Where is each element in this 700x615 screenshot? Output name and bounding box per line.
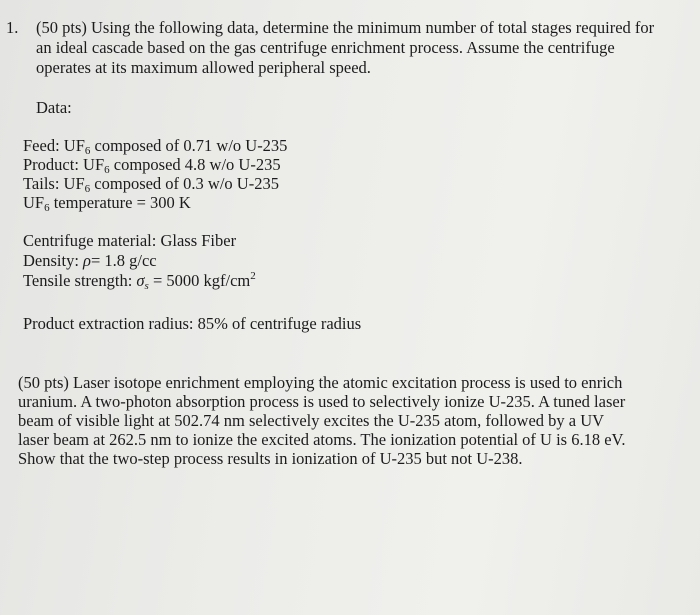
density-prefix: Density:: [23, 251, 84, 270]
question2-line-1: (50 pts) Laser isotope enrichment employing the atomic excitation process is used to enrich: [18, 373, 623, 392]
tensile-superscript: 2: [250, 270, 256, 282]
tails-subscript: 6: [84, 183, 91, 195]
temperature-suffix: temperature = 300 K: [49, 193, 191, 212]
feed-prefix: Feed: UF: [23, 136, 85, 155]
temperature-prefix: UF: [23, 193, 45, 212]
feed-suffix: composed of 0.71 w/o U-235: [90, 136, 288, 155]
product-subscript: 6: [104, 164, 110, 176]
density-symbol: ρ: [83, 251, 91, 270]
tensile-prefix: Tensile strength:: [23, 271, 137, 290]
density-line: [23, 251, 157, 271]
density-suffix: = 1.8 g/cc: [90, 251, 157, 270]
temperature-line: [23, 193, 191, 215]
question-intro-line-3: operates at its maximum allowed peripheral speed.: [36, 58, 371, 77]
product-suffix: composed 4.8 w/o U-235: [109, 155, 281, 174]
product-prefix: Product: UF: [23, 155, 105, 174]
question2-line-2: uranium. A two-photon absorption process is used to selectively ionize U-235. A tuned laser: [18, 392, 626, 411]
question2-line-5: Show that the two-step process results in ionization of U-235 but not U-238.: [18, 449, 523, 468]
question2-line-3: beam of visible light at 502.74 nm selectively excites the U-235 atom, followed by a UV: [18, 411, 605, 430]
tails-suffix: composed of 0.3 w/o U-235: [90, 174, 279, 193]
question-intro-line-2: an ideal cascade based on the gas centrifuge enrichment process. Assume the centrifuge: [36, 38, 615, 57]
data-label: Data:: [36, 98, 72, 117]
tensile-symbol: σ: [136, 271, 145, 290]
question2-line-4: laser beam at 262.5 nm to ionize the excited atoms. The ionization potential of U is 6.18 eV.: [18, 430, 626, 449]
question-intro-line-1: (50 pts) Using the following data, determine the minimum number of total stages required for: [36, 18, 655, 37]
temperature-subscript: 6: [44, 202, 50, 214]
material-line: Centrifuge material: Glass Fiber: [23, 231, 237, 250]
tails-prefix: Tails: UF: [23, 174, 85, 193]
tensile-line: [23, 271, 256, 293]
tensile-middle: = 5000 kgf/cm: [148, 271, 251, 290]
feed-subscript: 6: [84, 145, 91, 157]
extraction-line: Product extraction radius: 85% of centrifuge radius: [23, 314, 362, 333]
question-number: 1.: [6, 18, 19, 37]
tensile-symbol-subscript: s: [144, 280, 149, 292]
